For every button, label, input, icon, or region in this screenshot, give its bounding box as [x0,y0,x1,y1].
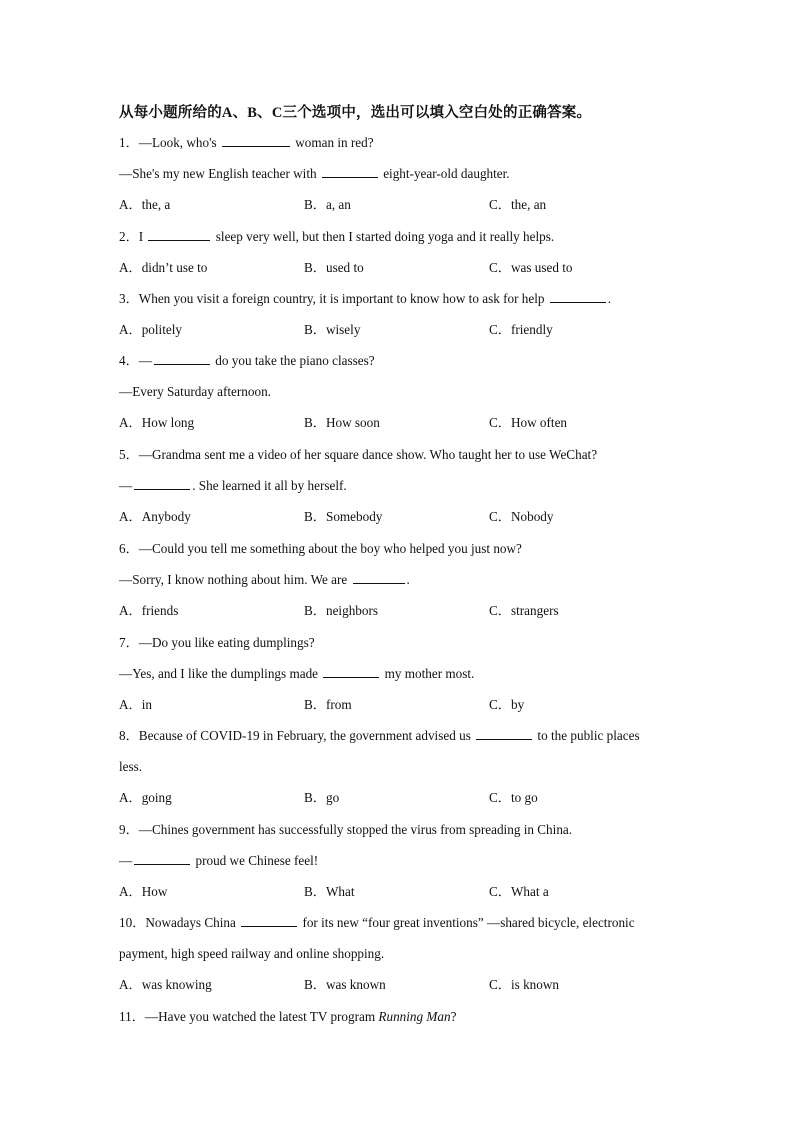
question-text: —Do you like eating dumplings? [138,635,315,650]
question-text: ? [450,1009,457,1024]
option-c[interactable]: C．strangers [489,603,559,619]
answer-options [119,501,679,532]
option-c[interactable]: C．friendly [489,322,553,338]
answer-blank[interactable] [134,477,190,490]
question-line [119,158,679,189]
answer-blank[interactable] [222,134,290,147]
question-text: less. [119,759,143,775]
option-b[interactable]: B．What [304,884,355,900]
option-a[interactable]: A．How long [119,415,195,431]
option-b[interactable]: B．from [304,697,352,713]
option-b[interactable]: B．wisely [304,322,361,338]
option-a[interactable]: A．in [119,697,152,713]
question-9 [119,814,679,908]
answer-blank[interactable] [323,665,379,678]
question-line [119,283,679,314]
question-text: — [138,353,152,368]
option-b[interactable]: B．neighbors [304,603,378,619]
question-text: my mother most. [381,666,475,682]
option-c[interactable]: C．by [489,697,525,713]
answer-blank[interactable] [550,290,606,303]
option-a[interactable]: A．politely [119,322,183,338]
question-text: —Could you tell me something about the boy who helped you just now? [138,541,522,556]
question-text: proud we Chinese feel! [192,853,319,869]
answer-options [119,252,679,283]
answer-options [119,595,679,626]
question-text: . She learned it all by herself. [192,478,347,494]
question-text: . [406,572,410,588]
question-number: 10． [119,915,146,930]
question-5 [119,439,679,533]
option-a[interactable]: A．going [119,790,172,806]
answer-blank[interactable] [353,571,405,584]
answer-blank[interactable] [241,914,297,927]
question-line [119,376,679,407]
question-text: eight-year-old daughter. [379,166,510,182]
question-text: I [138,229,147,244]
question-text: Nowadays China [145,915,240,930]
option-b[interactable]: B．go [304,790,340,806]
answer-blank[interactable] [322,165,378,178]
answer-blank[interactable] [148,228,210,241]
question-line [119,751,679,782]
option-b[interactable]: B．was known [304,977,386,993]
option-c[interactable]: C．is known [489,977,559,993]
question-4 [119,345,679,439]
answer-options [119,782,679,813]
option-a[interactable]: A．the, a [119,197,171,213]
answer-options [119,876,679,907]
question-line [119,845,679,876]
question-text: —Have you watched the latest TV program [144,1009,379,1024]
question-10 [119,907,679,1001]
option-a[interactable]: A．friends [119,603,179,619]
question-number: 7． [119,635,139,650]
question-line [119,533,679,564]
instruction-heading: 从每小题所给的A、B、C三个选项中，选出可以填入空白处的正确答案。 [119,105,592,121]
question-2 [119,221,679,283]
option-a[interactable]: A．Anybody [119,509,191,525]
option-a[interactable]: A．didn’t use to [119,260,208,276]
answer-options [119,314,679,345]
question-1 [119,127,679,221]
question-number: 11． [119,1009,145,1024]
option-c[interactable]: C．was used to [489,260,573,276]
question-11 [119,1001,679,1032]
question-line [119,470,679,501]
question-7 [119,627,679,721]
question-line [119,221,679,252]
option-b[interactable]: B．used to [304,260,364,276]
question-3 [119,283,679,345]
answer-options [119,407,679,438]
question-number: 9． [119,822,139,837]
question-text: . [607,291,612,306]
question-line [119,127,679,158]
answer-blank[interactable] [134,852,190,865]
question-text: —Grandma sent me a video of her square dance show. Who taught her to use WeChat? [138,447,598,462]
question-8 [119,720,679,814]
option-b[interactable]: B．Somebody [304,509,383,525]
option-c[interactable]: C．Nobody [489,509,554,525]
question-text: —Sorry, I know nothing about him. We are [119,572,351,588]
question-number: 8． [119,728,139,743]
answer-blank[interactable] [476,727,532,740]
question-line [119,627,679,658]
option-a[interactable]: A．was knowing [119,977,212,993]
answer-options [119,689,679,720]
question-line [119,1001,679,1032]
question-text: —Yes, and I like the dumplings made [119,666,322,682]
question-text: — [119,478,133,494]
question-text: Because of COVID-19 in February, the government advised us [138,728,475,743]
question-text: — [119,853,133,869]
option-b[interactable]: B．a, an [304,197,351,213]
question-line [119,658,679,689]
answer-options [119,189,679,220]
option-a[interactable]: A．How [119,884,168,900]
question-text: woman in red? [291,135,374,150]
question-number: 2． [119,229,139,244]
question-line [119,720,679,751]
question-line [119,814,679,845]
question-line [119,439,679,470]
question-text: payment, high speed railway and online shopping. [119,946,385,962]
question-line [119,907,679,938]
question-text: do you take the piano classes? [211,353,375,368]
question-6 [119,533,679,627]
option-c[interactable]: C．How often [489,415,568,431]
option-c[interactable]: C．What a [489,884,549,900]
answer-blank[interactable] [154,352,210,365]
question-line [119,345,679,376]
question-text: —She's my new English teacher with [119,166,320,182]
question-text: —Look, who's [138,135,220,150]
question-text: —Chines government has successfully stopped the virus from spreading in China. [138,822,573,837]
question-text: for its new “four great inventions” —shared bicycle, electronic [299,915,635,930]
question-text: —Every Saturday afternoon. [119,384,271,400]
option-c[interactable]: C．to go [489,790,538,806]
option-c[interactable]: C．the, an [489,197,547,213]
question-line [119,564,679,595]
question-number: 5． [119,447,139,462]
question-number: 1． [119,135,139,150]
program-title: Running Man [378,1009,451,1024]
question-line [119,938,679,969]
answer-options [119,969,679,1000]
question-text: When you visit a foreign country, it is important to know how to ask for help [138,291,548,306]
question-number: 4． [119,353,139,368]
option-b[interactable]: B．How soon [304,415,380,431]
question-text: sleep very well, but then I started doing yoga and it really helps. [212,229,555,244]
question-number: 6． [119,541,139,556]
question-number: 3． [119,291,139,306]
question-text: to the public places [534,728,640,743]
